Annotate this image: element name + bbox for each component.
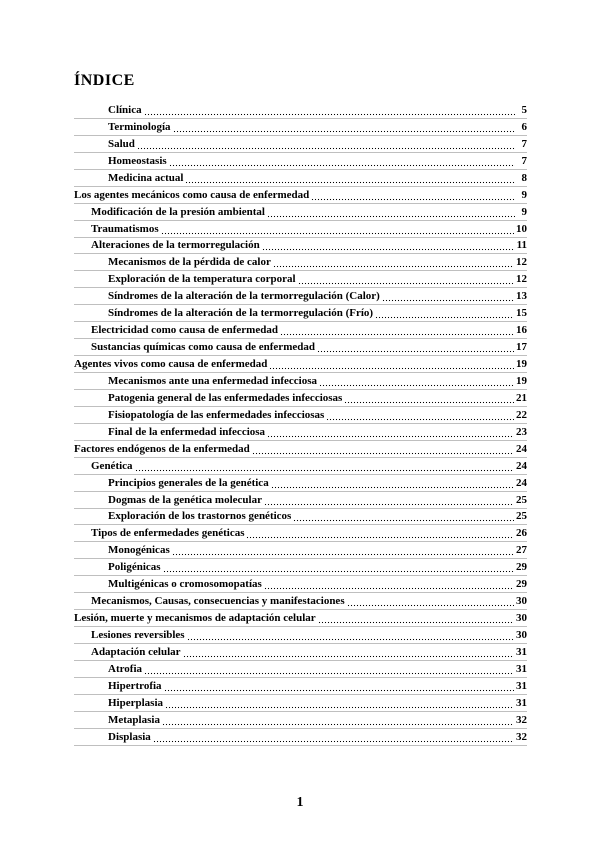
toc-entry-page: 12 — [516, 256, 527, 269]
toc-entry-page: 15 — [516, 307, 527, 320]
toc-entry[interactable] — [74, 373, 527, 390]
toc-dot-leader — [298, 276, 514, 285]
toc-entry-title: Salud — [108, 137, 135, 150]
toc-entry-page: 24 — [516, 459, 527, 472]
toc-entry-title: Fisiopatología de las enfermedades infecciosas — [108, 408, 325, 421]
toc-entry[interactable] — [74, 627, 527, 644]
toc-entry-page: 16 — [516, 324, 527, 337]
toc-dot-leader — [347, 598, 514, 607]
toc-entry[interactable] — [74, 407, 527, 424]
toc-entry[interactable] — [74, 390, 527, 407]
toc-entry-title: Atrofia — [108, 662, 143, 675]
toc-entry-title: Alteraciones de la termorregulación — [91, 239, 260, 252]
toc-entry-title: Poligénicas — [108, 561, 161, 574]
toc-entry-page: 30 — [516, 629, 527, 641]
toc-entry-title: Exploración de los trastornos genéticos — [108, 510, 292, 523]
toc-dot-leader — [326, 412, 514, 421]
toc-entry[interactable] — [74, 288, 527, 305]
toc-entry-page: 19 — [516, 358, 527, 370]
toc-entry-title: Tipos de enfermedades genéticas — [91, 527, 245, 540]
toc-dot-leader — [267, 429, 514, 438]
toc-dot-leader — [267, 209, 515, 218]
toc-dot-leader — [311, 192, 515, 201]
toc-entry-page: 29 — [516, 578, 527, 591]
toc-entry[interactable] — [74, 119, 527, 136]
toc-dot-leader — [344, 395, 514, 404]
toc-entry-page: 11 — [516, 239, 527, 252]
toc-dot-leader — [375, 310, 514, 319]
toc-entry-page: 31 — [516, 645, 527, 658]
toc-dot-leader — [187, 632, 514, 641]
toc-entry-page: 21 — [516, 391, 527, 404]
toc-entry[interactable] — [74, 170, 527, 187]
toc-entry-page: 27 — [516, 544, 527, 557]
toc-dot-leader — [246, 530, 514, 539]
toc-entry-title: Terminología — [108, 120, 171, 133]
toc-entry-title: Sustancias químicas como causa de enfermedad — [91, 341, 315, 354]
toc-entry-title: Traumatismos — [91, 222, 159, 235]
toc-entry-page: 7 — [521, 154, 527, 167]
toc-entry-title: Lesiones reversibles — [91, 629, 185, 641]
toc-entry[interactable] — [74, 322, 527, 339]
toc-entry-page: 25 — [516, 493, 527, 506]
toc-entry-title: Mecanismos ante una enfermedad infecciosa — [108, 374, 317, 387]
toc-entry[interactable] — [74, 424, 527, 441]
toc-entry-title: Medicina actual — [108, 171, 184, 184]
toc-dot-leader — [183, 649, 514, 658]
toc-entry-title: Electricidad como causa de enfermedad — [91, 324, 278, 337]
page-number: 1 — [296, 795, 304, 810]
toc-entry-page: 30 — [516, 612, 527, 625]
toc-dot-leader — [252, 446, 514, 455]
toc-dot-leader — [319, 378, 514, 387]
toc-dot-leader — [144, 107, 515, 116]
toc-entry[interactable] — [74, 204, 527, 221]
toc-entry-page: 13 — [516, 290, 527, 303]
toc-entry-title: Final de la enfermedad infecciosa — [108, 425, 266, 438]
toc-entry[interactable] — [74, 339, 527, 356]
toc-entry-title: Factores endógenos de la enfermedad — [74, 442, 250, 455]
toc-entry[interactable] — [74, 593, 527, 610]
toc-entry[interactable] — [74, 542, 527, 559]
toc-entry-title: Agentes vivos como causa de enfermedad — [74, 358, 268, 370]
toc-entry-title: Monogénicas — [108, 544, 170, 557]
toc-entry-page: 29 — [516, 561, 527, 574]
toc-dot-leader — [273, 259, 514, 268]
toc-entry[interactable] — [74, 661, 527, 678]
toc-entry[interactable] — [74, 221, 527, 238]
toc-entry-title: Mecanismos de la pérdida de calor — [108, 256, 271, 269]
toc-entry[interactable] — [74, 153, 527, 170]
toc-entry-page: 6 — [521, 120, 527, 133]
toc-entry-title: Hipertrofia — [108, 679, 162, 692]
toc-dot-leader — [271, 480, 514, 489]
toc-dot-leader — [172, 547, 514, 556]
toc-entry[interactable] — [74, 305, 527, 322]
toc-dot-leader — [269, 361, 514, 370]
toc-entry[interactable] — [74, 525, 527, 542]
toc-entry-title: Genética — [91, 459, 133, 472]
toc-entry[interactable] — [74, 610, 527, 627]
toc-entry-page: 30 — [516, 595, 527, 608]
toc-dot-leader — [163, 564, 514, 573]
toc-entry[interactable] — [74, 441, 527, 458]
toc-entry-page: 26 — [516, 527, 527, 540]
toc-entry-page: 5 — [521, 103, 527, 116]
toc-entry-page: 24 — [516, 442, 527, 455]
toc-dot-leader — [153, 734, 514, 743]
toc-entry[interactable] — [74, 187, 527, 204]
toc-dot-leader — [185, 175, 515, 184]
toc-dot-leader — [173, 124, 515, 133]
toc-entry[interactable] — [74, 678, 527, 695]
toc-entry-page: 23 — [516, 425, 527, 438]
toc-dot-leader — [382, 293, 514, 302]
toc-dot-leader — [135, 463, 514, 472]
toc-entry-page: 32 — [516, 713, 527, 726]
toc-entry[interactable] — [74, 712, 527, 729]
toc-entry-title: Multigénicas o cromosomopatías — [108, 578, 262, 591]
toc-entry-page: 22 — [516, 408, 527, 421]
toc-entry-title: Síndromes de la alteración de la termorregulación (Calor) — [108, 290, 380, 303]
toc-entry[interactable] — [74, 136, 527, 153]
toc-entry-page: 25 — [516, 510, 527, 523]
toc-entry[interactable] — [74, 492, 527, 509]
toc-dot-leader — [280, 327, 514, 336]
toc-entry-page: 7 — [521, 137, 527, 150]
toc-entry-page: 9 — [521, 188, 527, 201]
toc-entry[interactable] — [74, 559, 527, 576]
toc-entry-title: Hiperplasia — [108, 696, 164, 709]
toc-entry[interactable] — [74, 238, 527, 255]
toc-entry[interactable] — [74, 509, 527, 526]
toc-entry-title: Lesión, muerte y mecanismos de adaptación celular — [74, 612, 316, 625]
toc-entry-page: 19 — [516, 374, 527, 387]
toc-dot-leader — [164, 683, 514, 692]
toc-dot-leader — [264, 497, 514, 506]
toc-entry[interactable] — [74, 102, 527, 119]
toc-dot-leader — [161, 226, 514, 235]
toc-entry-title: Modificación de la presión ambiental — [91, 205, 265, 218]
toc-entry-title: Clínica — [108, 103, 142, 116]
toc-dot-leader — [293, 513, 514, 522]
toc-dot-leader — [137, 141, 515, 150]
toc-dot-leader — [165, 700, 514, 709]
toc-entry-page: 12 — [516, 273, 527, 286]
toc-entry-page: 31 — [516, 696, 527, 709]
toc-entry-title: Adaptación celular — [91, 645, 181, 658]
toc-entry-page: 17 — [516, 341, 527, 354]
toc-entry[interactable] — [74, 254, 527, 271]
toc-entry-title: Mecanismos, Causas, consecuencias y manifestaciones — [91, 595, 345, 608]
toc-dot-leader — [318, 615, 514, 624]
toc-entry[interactable] — [74, 271, 527, 288]
toc-entry-title: Exploración de la temperatura corporal — [108, 273, 296, 286]
toc-entry-page: 31 — [516, 679, 527, 692]
toc-dot-leader — [262, 242, 515, 251]
toc-entry[interactable] — [74, 475, 527, 492]
toc-entry-title: Síndromes de la alteración de la termorregulación (Frío) — [108, 307, 374, 320]
toc-entry-title: Homeostasis — [108, 154, 167, 167]
toc-entry[interactable] — [74, 576, 527, 593]
toc-entry[interactable] — [74, 356, 527, 373]
toc-entry-title: Dogmas de la genética molecular — [108, 493, 262, 506]
toc-entry[interactable] — [74, 458, 527, 475]
toc-entry-page: 10 — [516, 222, 527, 235]
toc-entry-page: 32 — [516, 730, 527, 743]
toc-dot-leader — [317, 344, 514, 353]
toc-entry-title: Patogenia general de las enfermedades infecciosas — [108, 391, 343, 404]
toc-entry[interactable] — [74, 695, 527, 712]
toc-dot-leader — [162, 717, 514, 726]
toc-dot-leader — [144, 666, 514, 675]
toc-entry-page: 24 — [516, 476, 527, 489]
toc-entry-title: Los agentes mecánicos como causa de enfermedad — [74, 188, 310, 201]
toc-entry[interactable] — [74, 644, 527, 661]
toc-dot-leader — [264, 581, 514, 590]
toc-entry[interactable] — [74, 729, 527, 746]
toc-entry-page: 31 — [516, 662, 527, 675]
page-title: ÍNDICE — [74, 72, 135, 89]
toc-entry-title: Metaplasia — [108, 713, 160, 726]
toc-entry-title: Displasia — [108, 730, 151, 743]
toc-entry-page: 8 — [521, 171, 527, 184]
toc-dot-leader — [169, 158, 515, 167]
table-of-contents — [74, 102, 527, 746]
toc-entry-title: Principios generales de la genética — [108, 476, 269, 489]
toc-entry-page: 9 — [521, 205, 527, 218]
